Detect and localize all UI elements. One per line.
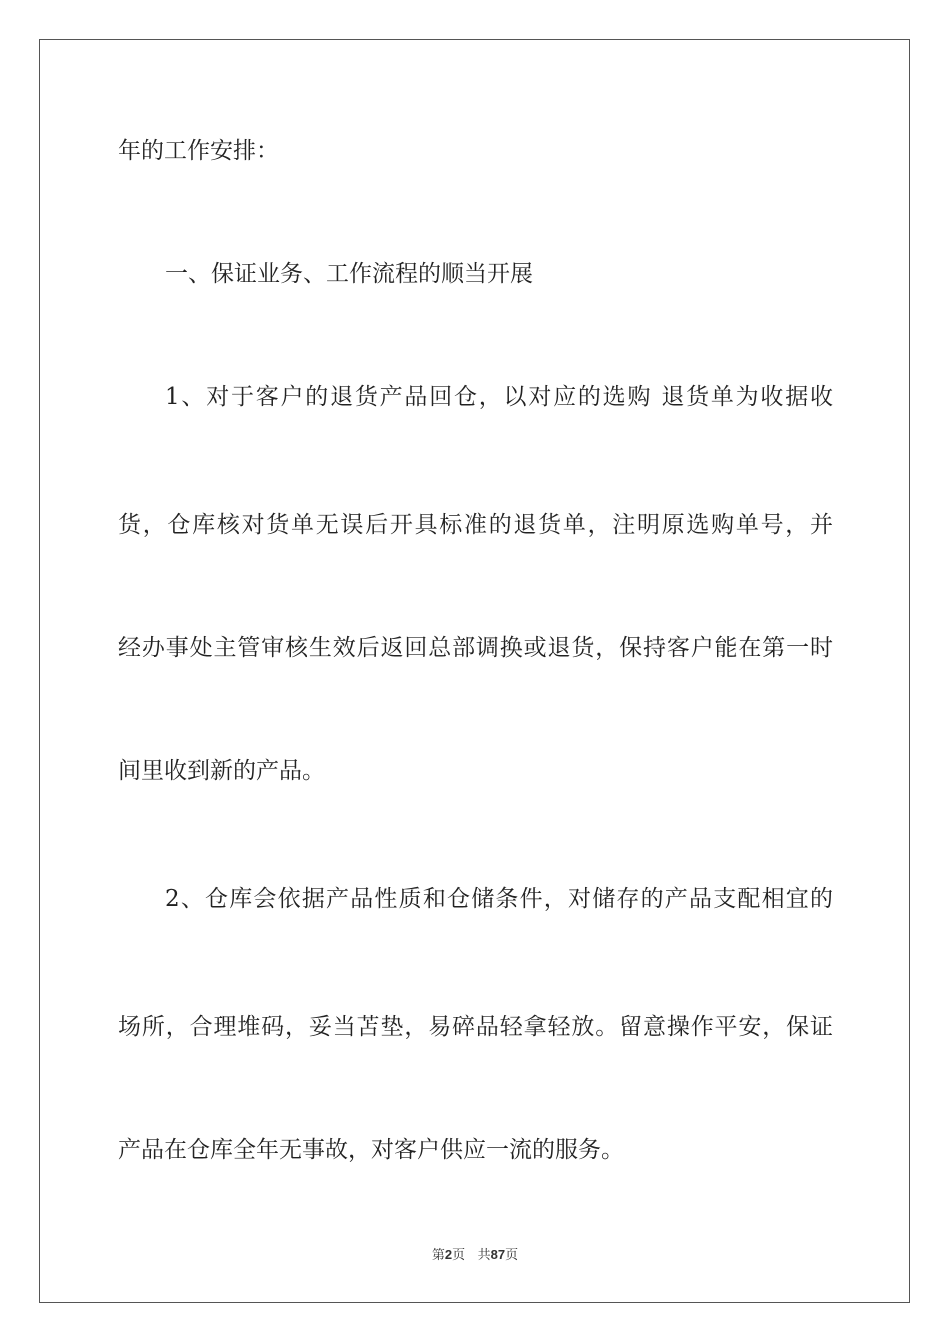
text-line-8: 场所，合理堆码，妥当苫垫，易碎品轻拿轻放。留意操作平安，保证	[118, 1014, 833, 1040]
text-line-7: 2、仓库会依据产品性质和仓储条件，对储存的产品支配相宜的	[165, 886, 833, 912]
page-border	[39, 39, 910, 1303]
total-pages: 87	[490, 1247, 506, 1262]
text-line-9: 产品在仓库全年无事故，对客户供应一流的服务。	[118, 1137, 624, 1163]
total-prefix: 共	[477, 1248, 491, 1263]
text-line-6: 间里收到新的产品。	[118, 758, 325, 784]
text-line-4: 货，仓库核对货单无误后开具标准的退货单，注明原选购单号，并	[118, 512, 833, 538]
page-prefix: 第	[431, 1248, 445, 1263]
text-line-3: 1、对于客户的退货产品回仓，以对应的选购 退货单为收据收	[165, 384, 833, 410]
total-suffix: 页	[505, 1248, 519, 1263]
page-footer	[0, 1246, 950, 1265]
page-number: 2	[444, 1247, 453, 1262]
page-suffix: 页	[452, 1248, 466, 1263]
text-line-1: 年的工作安排：	[118, 138, 279, 164]
text-line-5: 经办事处主管审核生效后返回总部调换或退货，保持客户能在第一时	[118, 635, 833, 661]
section-heading: 一、保证业务、工作流程的顺当开展	[165, 261, 533, 287]
